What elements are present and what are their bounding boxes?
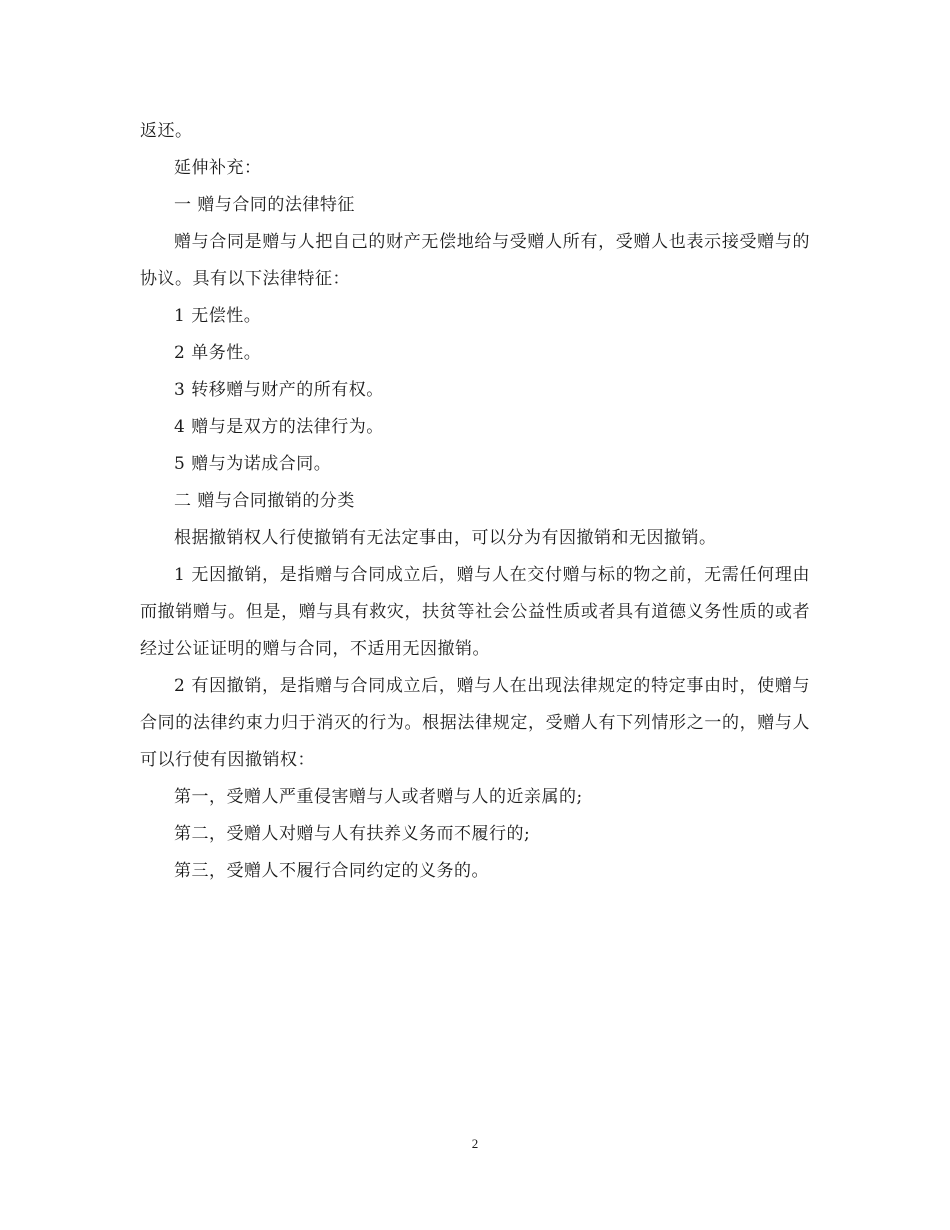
paragraph-continuation: 返还。 bbox=[140, 121, 193, 141]
paragraph-supplement-heading: 延伸补充： bbox=[174, 158, 262, 178]
paragraph-conditional-revocation: 2 有因撤销，是指赠与合同成立后，赠与人在出现法律规定的特定事由时，使赠与合同的法律约束力归于消灭的行为。根据法律规定，受赠人有下列情形之一的，赠与人可以行使有因撤销权： bbox=[140, 676, 810, 770]
document-body bbox=[140, 113, 810, 890]
list-item-feature-2: 2 单务性。 bbox=[174, 343, 262, 363]
list-item-case-1: 第一，受赠人严重侵害赠与人或者赠与人的近亲属的; bbox=[174, 787, 583, 807]
paragraph-unconditional-revocation: 1 无因撤销，是指赠与合同成立后，赠与人在交付赠与标的物之前，无需任何理由而撤销赠与。但是，赠与具有救灾，扶贫等社会公益性质或者具有道德义务性质的或者经过公证证明的赠与合同，不适用无因撤销。 bbox=[140, 565, 810, 659]
section-heading-revocation-types: 二 赠与合同撤销的分类 bbox=[174, 491, 355, 511]
page-number: 2 bbox=[471, 1136, 479, 1151]
list-item-case-3: 第三，受赠人不履行合同约定的义务的。 bbox=[174, 861, 489, 881]
paragraph-definition: 赠与合同是赠与人把自己的财产无偿地给与受赠人所有，受赠人也表示接受赠与的协议。具有以下法律特征： bbox=[140, 232, 810, 289]
paragraph-revocation-intro: 根据撤销权人行使撤销有无法定事由，可以分为有因撤销和无因撤销。 bbox=[174, 528, 717, 548]
list-item-feature-4: 4 赠与是双方的法律行为。 bbox=[174, 417, 384, 437]
list-item-feature-1: 1 无偿性。 bbox=[174, 306, 262, 326]
list-item-feature-5: 5 赠与为诺成合同。 bbox=[174, 454, 332, 474]
list-item-case-2: 第二，受赠人对赠与人有扶养义务而不履行的; bbox=[174, 824, 531, 844]
section-heading-legal-features: 一 赠与合同的法律特征 bbox=[174, 195, 355, 215]
list-item-feature-3: 3 转移赠与财产的所有权。 bbox=[174, 380, 384, 400]
